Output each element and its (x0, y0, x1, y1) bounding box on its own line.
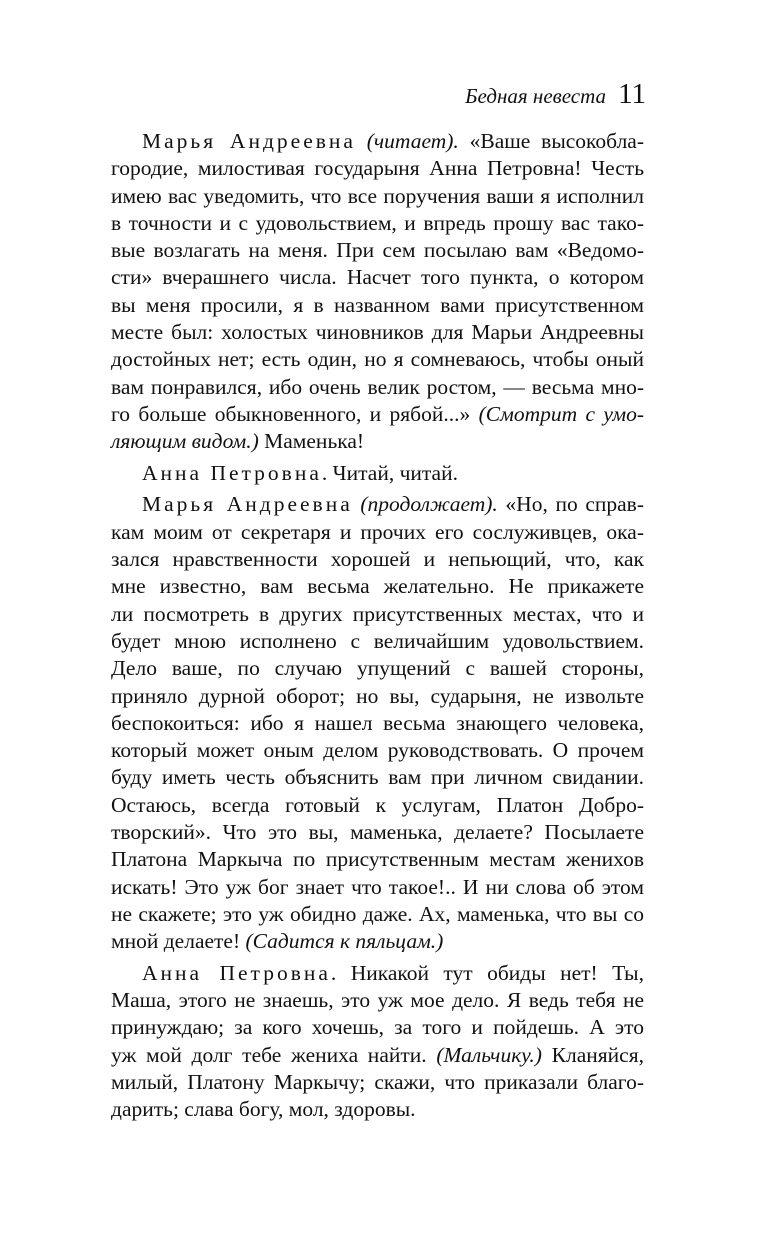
text-line (111, 319, 644, 346)
text-line (111, 573, 644, 600)
text-run: . Никакой тут обиды нет! Ты, (330, 960, 644, 985)
text-run: Остаюсь, всегда готовый к услугам, Платон Добро- (111, 792, 644, 817)
speaker-name: Анна Петровна (142, 460, 322, 485)
text-line (111, 928, 644, 955)
page-number: 11 (618, 78, 646, 110)
text-run: городие, милостивая государыня Анна Петровна! Честь (111, 156, 644, 181)
running-header-title: Бедная невеста (465, 84, 607, 108)
text-run: вые возлагать на меня. При сем посылаю вам «Ведомо- (111, 238, 644, 263)
stage-direction: (Мальчику.) (436, 1042, 542, 1067)
text-run: не скажете; это уж обидно даже. Ах, маменька, что вы со (111, 901, 644, 926)
text-run: Маша, этого не знаешь, это уж мое дело. Я ведь тебя не (111, 988, 644, 1013)
text-line (111, 764, 644, 791)
text-line (111, 846, 644, 873)
text-run (356, 129, 367, 153)
paragraph (111, 491, 644, 955)
speaker-name: Марья Андреевна (142, 492, 353, 517)
speaker-name: Анна Петровна (142, 960, 331, 985)
text-line (111, 901, 644, 928)
text-run: «Но, по справ- (497, 492, 644, 517)
text-line (111, 491, 644, 518)
stage-direction: (Садится к пяльцам.) (245, 929, 444, 954)
text-run: «Ваше высокобла- (458, 129, 644, 153)
text-line (111, 128, 644, 155)
text-line (111, 546, 644, 573)
text-run: кам моим от секретаря и прочих его сослуживцев, ока- (111, 519, 644, 544)
text-line (111, 792, 644, 819)
text-run: мной делаете! (111, 929, 246, 954)
text-run: ли посмотреть в других присутственных местах, что и (111, 601, 644, 626)
text-run: дарить; слава богу, мол, здоровы. (111, 1097, 416, 1122)
text-run: зался нравственности хорошей и непьющий, что, как (111, 547, 644, 572)
text-line (111, 155, 644, 182)
text-run: Кланяйся, (541, 1042, 644, 1067)
text-line (111, 655, 644, 682)
text-line (111, 264, 644, 291)
play-text (111, 128, 644, 1128)
text-line (111, 183, 644, 210)
text-run: достойных нет; есть один, но я сомневаюсь, чтобы оный (111, 347, 644, 372)
text-line (111, 1096, 644, 1123)
speaker-name: Марья Андреевна (142, 129, 356, 153)
text-line (111, 874, 644, 901)
text-line (111, 460, 644, 487)
text-line (111, 628, 644, 655)
text-run: будет мною исполнено с величайшим удовольствием. (111, 628, 644, 653)
text-run: искать! Это уж бог знает что такое!.. И ни слова об этом (111, 874, 644, 899)
stage-direction: (читает). (366, 129, 459, 153)
text-run: буду иметь честь объяснить вам при личном свидании. (111, 765, 644, 790)
text-run: в точности и с удовольствием, и впредь прошу вас тако- (111, 210, 644, 235)
text-line (111, 210, 644, 237)
text-line (111, 374, 644, 401)
text-line (111, 710, 644, 737)
text-line (111, 346, 644, 373)
text-line (111, 960, 644, 987)
text-line (111, 428, 644, 455)
text-run: Платона Маркыча по присутственным местам женихов (111, 847, 644, 872)
text-line (111, 237, 644, 264)
text-run: который может оным делом руководствовать. О прочем (111, 738, 644, 763)
text-run: вы меня просили, я в названном вами присутственном (111, 292, 644, 317)
text-run: милый, Платону Маркычу; скажи, что приказали благо- (111, 1069, 644, 1094)
stage-direction: (продолжает). (360, 492, 498, 517)
text-run: Маменька! (258, 429, 365, 454)
text-run: месте был: холостых чиновников для Марьи Андреевны (111, 320, 644, 345)
text-line (111, 1014, 644, 1041)
paragraph (111, 128, 644, 456)
text-run: беспокоиться: ибо я нашел весьма знающего человека, (111, 710, 644, 735)
stage-direction: ляющим видом.) (111, 429, 259, 454)
text-run: го больше обыкновенного, и рябой...» (111, 401, 479, 426)
text-run: вам понравился, ибо очень велик ростом, — весьма мно- (111, 374, 644, 399)
text-line (111, 1042, 644, 1069)
text-run: уж мой долг тебе жениха найти. (111, 1042, 437, 1067)
text-line (111, 1069, 644, 1096)
text-line (111, 683, 644, 710)
text-line (111, 519, 644, 546)
text-run: мне известно, вам весьма желательно. Не прикажете (111, 574, 644, 599)
text-run: приняло дурной оборот; но вы, сударыня, не извольте (111, 683, 644, 708)
text-run: . Читай, читай. (321, 460, 458, 485)
paragraph (111, 460, 644, 487)
text-line (111, 987, 644, 1014)
text-line (111, 601, 644, 628)
text-run: Дело ваше, по случаю упущений с вашей стороны, (111, 656, 644, 681)
text-run: сти» вчерашнего числа. Насчет того пункта, о котором (111, 265, 644, 290)
text-run: имею вас уведомить, что все поручения ваши я исполнил (111, 183, 644, 208)
running-header (465, 78, 646, 111)
text-line (111, 401, 644, 428)
text-line (111, 819, 644, 846)
text-run: творский». Что это вы, маменька, делаете? Посылаете (111, 820, 644, 845)
paragraph (111, 960, 644, 1124)
text-line (111, 292, 644, 319)
text-line (111, 737, 644, 764)
text-run: принуждаю; за кого хочешь, за того и пойдешь. А это (111, 1015, 644, 1040)
stage-direction: (Смотрит с умо- (478, 401, 644, 426)
